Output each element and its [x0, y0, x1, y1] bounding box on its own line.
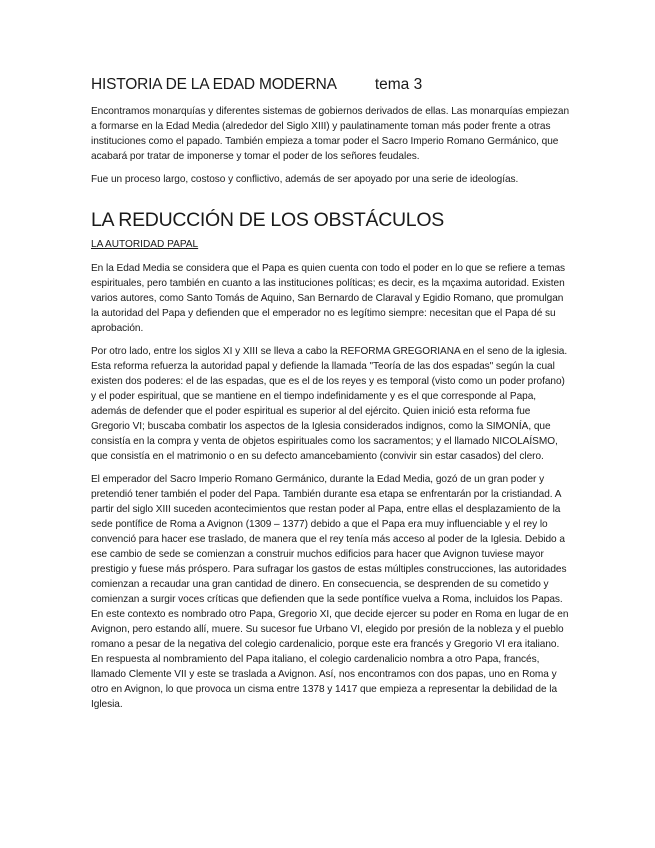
- document-header: [91, 76, 571, 94]
- body-paragraph: El emperador del Sacro Imperio Romano Germánico, durante la Edad Media, gozó de un gran poder y pretendió tener también el poder del Papa. También durante esa etapa se enfrentarán por la cristiandad. A partir del siglo XIII suceden acontecimientos que restan poder al Papa, entre ellas el desplazamiento de la sede pontífice de Roma a Avignon (1309 – 1377) debido a que el Papa era muy influenciable y el rey lo convenció para hacer ese traslado, de manera que el rey tenía más acceso al poder de la Iglesia. Debido a ese cambio de sede se comienzan a construir muchos edificios para hacer que Avignon tuviese mayor prestigio y fuese más próspero. Para sufragar los gastos de estas múltiples construcciones, las autoridades comienzan a recaudar una gran cantidad de dinero. En consecuencia, se desprenden de su cometido y comienzan a surgir voces críticas que defienden que la sede pontífice vuelva a Roma, incluidos los Papas.: [91, 474, 567, 605]
- intro-paragraph: Encontramos monarquías y diferentes sistemas de gobiernos derivados de ellas. Las monarquías empiezan a formarse en la Edad Media (alrededor del Siglo XIII) y paulatinamente toman más poder frente a otras instituciones como el papado. También empieza a tomar poder el Sacro Imperio Romano Germánico, que acabará por tratar de imponerse y tomar el poder de los señores feudales.: [91, 106, 570, 162]
- body-paragraph: En la Edad Media se considera que el Papa es quien cuenta con todo el poder en lo que se refiere a temas espirituales, pero también en cuanto a las instituciones políticas; es decir, es la mçaxima autoridad. Existen varios autores, como Santo Tomás de Aquino, San Bernardo de Claraval y Egidio Romano, que promulgan la autoridad del Papa y defienden que el emperador no es legítimo siempre: necesitan que el Papa dé su aprobación.: [91, 263, 566, 334]
- section-subheading: LA AUTORIDAD PAPAL: [91, 239, 199, 250]
- body-paragraph: En este contexto es nombrado otro Papa, Gregorio XI, que decide ejercer su poder en Roma en lugar de en Avignon, pero estando allí, muere. Su sucesor fue Urbano VI, elegido por presión de la nobleza y el pueblo romano a pesar de la negativa del colegio cardenalicio, porque este era francés y Gregorio VI era italiano. En respuesta al nombramiento del Papa italiano, el colegio cardenalicio nombra a otro Papa, francés, llamado Clemente VII y este se traslada a Avignon. Así, nos encontramos con dos papas, uno en Roma y otro en Avignon, lo que provoca un cisma entre 1378 y 1417 que empieza a representar la debilidad de la Iglesia.: [91, 609, 569, 710]
- body-paragraph: Por otro lado, entre los siglos XI y XIII se lleva a cabo la REFORMA GREGORIANA en el seno de la iglesia. Esta reforma refuerza la autoridad papal y defiende la llamada "Teoría de las dos espadas" según la cual existen dos poderes: el de las espadas, que es el de los reyes y es temporal (visto como un poder profano) y el poder espiritual, que se mantiene en el tiempo indefinidamente y es el que corresponde al Papa, además de defender que el poder espiritual es superior al del ejército. Quien inició esta reforma fue Gregorio VI; buscaba combatir los aspectos de la Iglesia considerados indignos, como la SIMONÍA, que consistía en la compra y venta de objetos espirituales como los sacramentos; y el llamado NICOLAÍSMO, que consistía en el matrimonio o en su defecto amancebamiento (convivir sin estar casados) del clero.: [91, 346, 568, 462]
- document-body: [91, 76, 571, 720]
- topic-number: tema 3: [374, 76, 423, 93]
- document-title: HISTORIA DE LA EDAD MODERNA: [91, 76, 337, 93]
- intro-paragraph: Fue un proceso largo, costoso y conflictivo, además de ser apoyado por una serie de ideologías.: [91, 174, 519, 185]
- section-heading: LA REDUCCIÓN DE LOS OBSTÁCULOS: [91, 209, 444, 231]
